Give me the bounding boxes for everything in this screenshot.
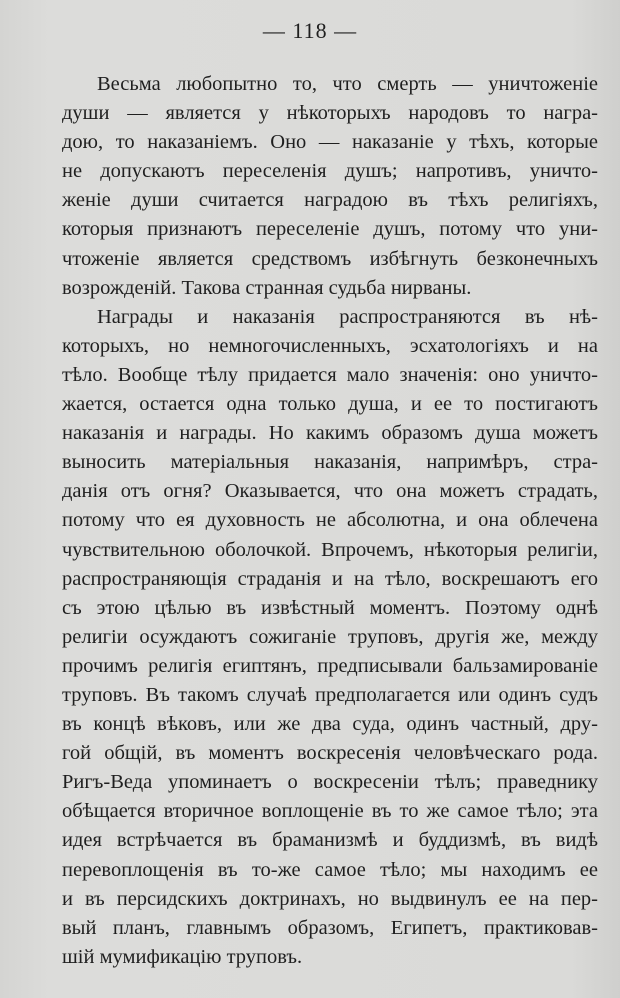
text-line: жается, остается одна только душа, и ее то постигаютъ [62, 393, 598, 416]
text-line: выносить матеріальныя наказанія, напримѣръ, стра- [62, 451, 598, 474]
text-line: религіи осуждаютъ сожиганіе труповъ, другія же, между [62, 625, 598, 648]
text-line: съ этою цѣлью въ извѣстный моментъ. Поэтому однѣ [62, 596, 598, 619]
text-line: тѣло. Вообще тѣлу придается мало значенія: оно уничто- [62, 363, 598, 386]
text-line: вый планъ, главнымъ образомъ, Египетъ, практиковав- [62, 916, 598, 939]
text-line: прочимъ религія египтянъ, предписывали бальзамированіе [62, 654, 598, 677]
text-line: идея встрѣчается въ браманизмѣ и буддизмѣ, въ видѣ [62, 829, 598, 852]
text-line: чувствительною оболочкой. Впрочемъ, нѣкоторыя религіи, [62, 538, 598, 561]
text-line: труповъ. Въ такомъ случаѣ предполагается или одинъ судъ [62, 683, 598, 706]
text-line: не допускаютъ переселенія душъ; напротивъ, уничто- [62, 160, 598, 183]
page-number: — 118 — [262, 18, 358, 43]
text-line: Весьма любопытно то, что смерть — уничтоженіе [97, 73, 598, 95]
text-line: которыя признаютъ переселеніе душъ, потому что уни- [62, 218, 598, 241]
body-text [62, 70, 598, 972]
text-line: въ концѣ вѣковъ, или же два суда, одинъ частный, дру- [62, 713, 598, 736]
text-line: Ригъ-Веда упоминаетъ о воскресеніи тѣлъ; праведнику [62, 771, 598, 794]
text-line: данія отъ огня? Оказывается, что она можетъ страдать, [62, 480, 598, 503]
paragraph [62, 70, 598, 303]
text-line: души — является у нѣкоторыхъ народовъ то награ- [62, 102, 598, 125]
text-line: возрожденій. Такова странная судьба нирваны. [62, 276, 472, 299]
text-line: наказанія и награды. Но какимъ образомъ душа можетъ [62, 422, 598, 445]
text-line: гой общій, въ моментъ воскресенія человѣческаго рода. [62, 742, 598, 765]
text-line: которыхъ, но немногочисленныхъ, эсхатологіяхъ и на [62, 334, 598, 357]
text-line: дою, то наказаніемъ. Оно — наказаніе у тѣхъ, которые [62, 131, 598, 154]
text-line: потому что ея духовность не абсолютна, и она облечена [62, 509, 598, 532]
text-line: обѣщается вторичное воплощеніе въ то же самое тѣло; эта [62, 800, 598, 823]
text-line: шій мумификацію труповъ. [62, 945, 303, 968]
text-line: чтоженіе является средствомъ избѣгнуть безконечныхъ [62, 247, 598, 270]
paragraph [62, 303, 598, 972]
text-line: и въ персидскихъ доктринахъ, но выдвинулъ ее на пер- [62, 887, 598, 910]
text-line: распространяющія страданія и на тѣло, воскрешаютъ его [62, 567, 598, 590]
text-line: перевоплощенія въ то-же самое тѣло; мы находимъ ее [62, 858, 598, 881]
text-line: Награды и наказанія распространяются въ нѣ- [97, 305, 598, 328]
text-line: женіе души считается наградою въ тѣхъ религіяхъ, [62, 189, 598, 212]
